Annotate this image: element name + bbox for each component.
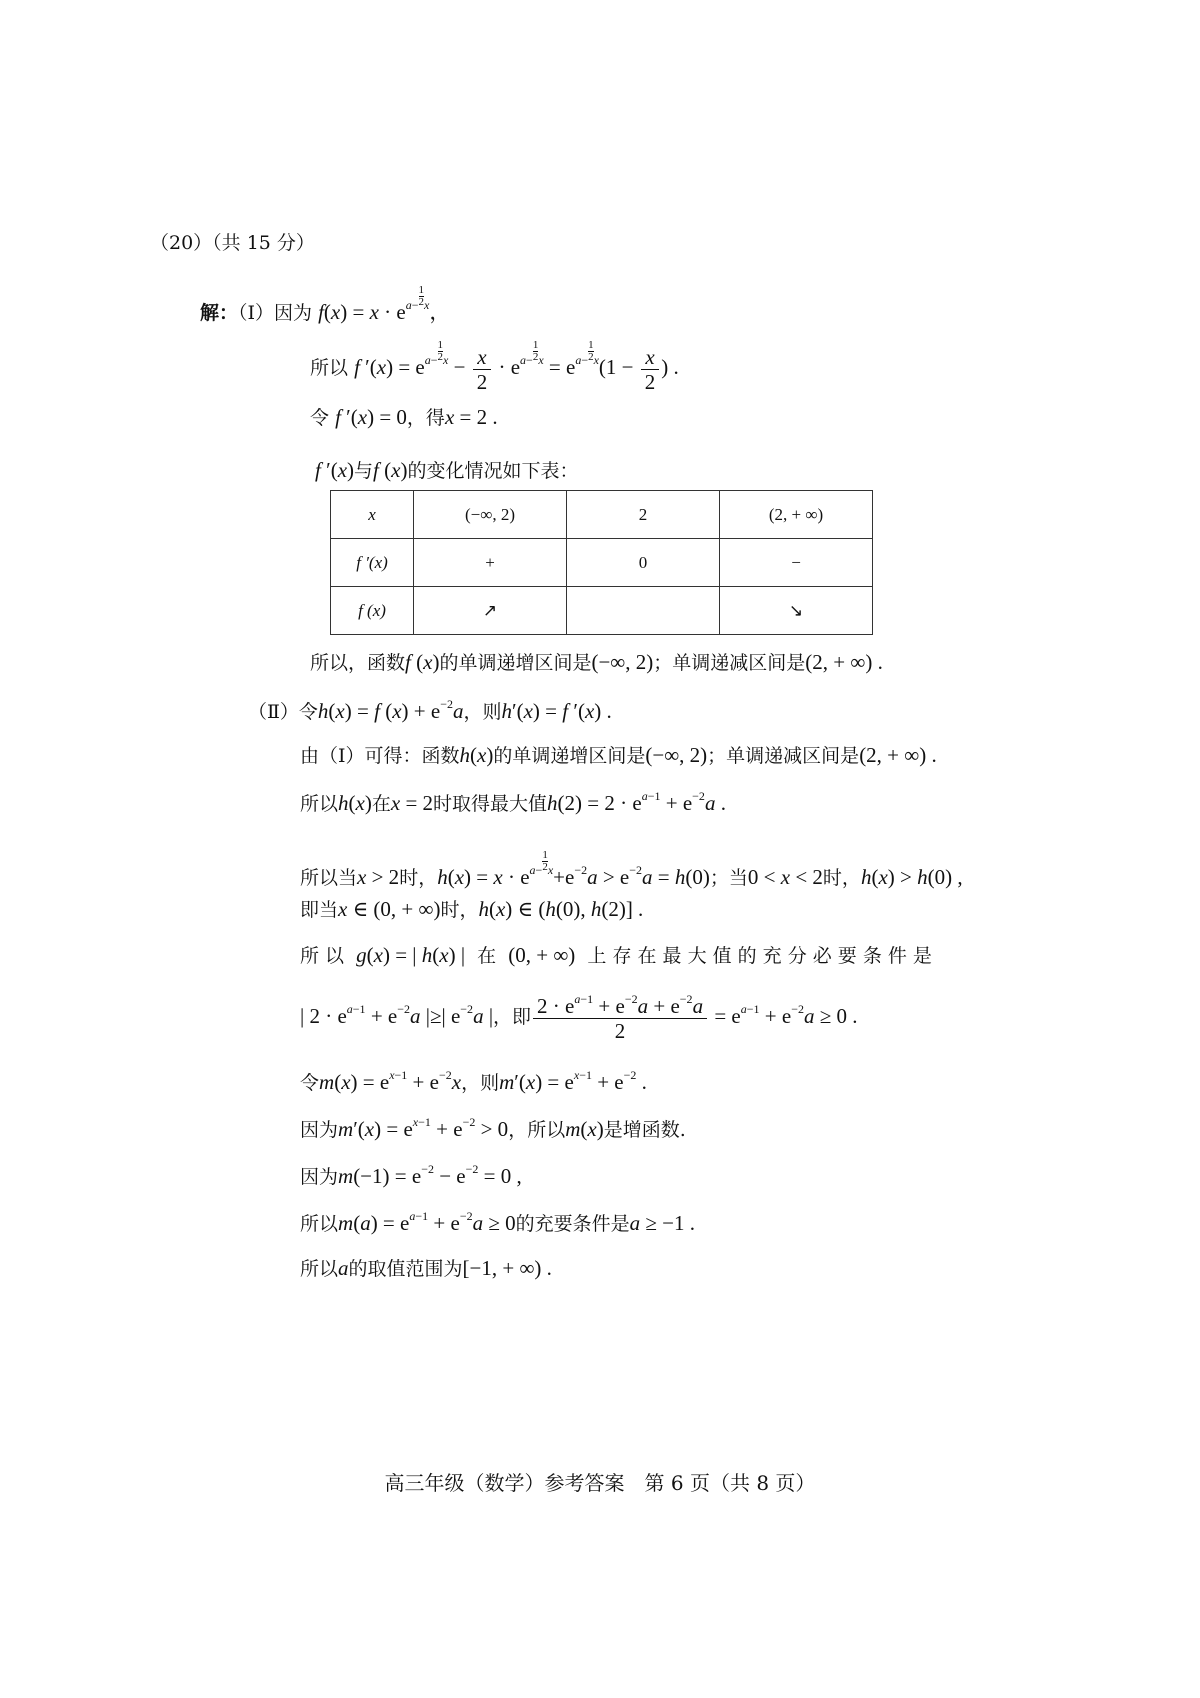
ie-a: 即当 (300, 899, 339, 921)
inc-label: 的单调递增区间是 (493, 745, 646, 767)
formula-0x2: 0 < x < 2 (747, 865, 823, 889)
range-a: 所以 (300, 1258, 339, 1280)
nec: 的充要条件是 (515, 1213, 630, 1235)
table-intro-tail: 的变化情况如下表： (407, 460, 579, 482)
formula-h2: $h(2) = 2 \cdot e^{a-1} + e^{-2}a$ . (547, 789, 726, 815)
when-d: 时， (822, 867, 861, 889)
derivative-prefix: 所以 (310, 357, 349, 379)
part2-line7 (300, 993, 858, 1043)
part2-line8 (300, 1068, 647, 1095)
cond-a: 所 以 (300, 945, 345, 967)
part2-line2 (300, 743, 937, 768)
part2-line1 (248, 697, 612, 724)
formula-hx2: h(x) (338, 791, 372, 815)
table-row-label: f (x) (331, 587, 414, 635)
part1-label: （Ⅰ）因为 (238, 302, 313, 324)
question-header: （20）（共 15 分） (150, 232, 315, 254)
when-a: 所以当 (300, 867, 358, 889)
formula-hx: h(x) (459, 743, 494, 767)
formula-x2: x = 2 . (444, 405, 498, 429)
formula-mpos: $m'(x) = e^{x-1} + e^{-2} > 0$ (338, 1115, 509, 1141)
max-c: 时取得最大值 (433, 793, 548, 815)
part1-line1 (200, 285, 450, 325)
interval-inc-h: (−∞, 2) (645, 743, 708, 767)
part2-line6 (300, 943, 932, 968)
conclusion-b: 的单调递增区间是 (439, 652, 592, 674)
interval-dec: (2, + ∞) . (805, 650, 883, 674)
formula-xgt2: x > 2 (357, 865, 400, 889)
formula-hin: h(x) ∈ (h(0), h(2)] . (478, 897, 644, 921)
part2-line9 (300, 1115, 686, 1142)
table-header-cell: (2, + ∞) (720, 491, 873, 539)
formula-frac: $\frac{2 \cdot e^{a-1} + e^{-2}a + e^{-2}a}{2}$ = $e^{a-1} + e^{-2}a \ge 0$ . (531, 1004, 857, 1028)
formula-ma: $m(a) = e^{a-1} + e^{-2}a \ge 0$ (338, 1209, 516, 1235)
formula-range: [−1, + ∞) . (462, 1256, 552, 1280)
part2-line5 (300, 897, 643, 922)
table-header-cell: 2 (567, 491, 720, 539)
so2: 所以 (300, 1213, 339, 1235)
part1-line3 (310, 405, 498, 430)
so: ，所以 (508, 1119, 566, 1141)
table-row (331, 539, 873, 587)
table-header-cell: (−∞, 2) (414, 491, 567, 539)
part2-line12 (300, 1256, 552, 1281)
table-row-label: f ′(x) (331, 539, 414, 587)
when-b: 时， (399, 867, 438, 889)
table-row (331, 491, 873, 539)
table-cell (567, 587, 720, 635)
formula-age: a ≥ −1 . (629, 1211, 696, 1235)
when-c: ；当 (709, 867, 748, 889)
max-b: 在 (371, 793, 391, 815)
formula-mx: m(x) (565, 1117, 604, 1141)
part1-line4 (315, 458, 578, 483)
conclusion-c: ；单调递减区间是 (653, 652, 806, 674)
table-cell: − (720, 539, 873, 587)
formula-hprime: h′(x) = f ′(x) . (501, 699, 612, 723)
part2-line10 (300, 1162, 522, 1189)
formula-hh0: h(x) > h(0) , (860, 865, 963, 889)
get-label: ，得 (406, 407, 445, 429)
formula-abs: | $2 \cdot e^{a-1} + e^{-2}a$ |≥| $e^{-2}a$ | (300, 1001, 494, 1028)
formula-hgt: $h(x) = x \cdot e^{a- \frac{1}{2}x}+e^{-2}a > e^{-2}a = h(0)$ (437, 849, 710, 889)
ie-b: 时， (440, 899, 479, 921)
conclusion-a: 所以，函数 (310, 652, 406, 674)
part2-label: （Ⅱ）令 (248, 701, 318, 723)
solve-label: 解： (200, 302, 239, 324)
formula-fprime: f $'(x) = e^{a- \frac{1}{2}x}$ − $\frac{x}{2}$ · $e^{a- \frac{1}{2}x} = e^{a- \frac{1}{2}x}(1$ − $\frac{x}{2}$ ) . (354, 339, 679, 394)
cond-b: 在 (477, 945, 497, 967)
then-m: ，则 (461, 1072, 500, 1094)
formula-f-c: f (x) (405, 650, 440, 674)
max-a: 所以 (300, 793, 339, 815)
ie2: ，即 (493, 1005, 532, 1028)
dec-label: ；单调递减区间是 (707, 745, 860, 767)
part2-line11 (300, 1209, 695, 1236)
inc-func: 是增函数. (603, 1119, 686, 1141)
let-label: 令 (310, 407, 330, 429)
formula-interval: (0, + ∞) (508, 943, 576, 967)
table-cell: 0 (567, 539, 720, 587)
variation-table (330, 490, 873, 635)
range-b: 的取值范围为 (348, 1258, 463, 1280)
then-label: ，则 (463, 701, 502, 723)
table-cell: ↗ (414, 587, 567, 635)
table-cell: ↘ (720, 587, 873, 635)
table-header-cell: x (331, 491, 414, 539)
formula-fp: f ′(x) (315, 458, 355, 482)
formula-x-eq2: x = 2 (390, 791, 434, 815)
part2-line3 (300, 789, 726, 816)
page-footer: 高三年级（数学）参考答案 第 6 页（共 8 页） (384, 1471, 816, 1495)
formula-m-1: $m(-1) = e^{-2} - e^{-2} = 0$ , (338, 1162, 522, 1188)
from-label: 由（Ⅰ）可得：函数 (300, 745, 460, 767)
interval-inc: (−∞, 2) (591, 650, 654, 674)
part1-conclusion (310, 650, 883, 675)
formula-fx: f (x) (373, 458, 408, 482)
formula-f: $f(x) = x \cdot e^{a- \frac{1}{2}x}$， (318, 284, 451, 324)
formula-m: $m(x) = e^{x-1} + e^{-2}x$ (319, 1068, 462, 1094)
formula-xin: x ∈ (0, + ∞) (338, 897, 441, 921)
part2-line4 (300, 850, 963, 890)
formula-g: g(x) = | h(x) | (356, 943, 466, 967)
formula-h: h(x) = f $(x) + e^{-2}a$ (317, 697, 464, 723)
formula-a: a (338, 1256, 349, 1280)
part1-line2 (310, 340, 679, 394)
formula-zero: f ′(x) = 0 (335, 405, 407, 429)
because: 因为 (300, 1119, 339, 1141)
cond-c: 上 存 在 最 大 值 的 充 分 必 要 条 件 是 (587, 945, 932, 967)
because2: 因为 (300, 1166, 339, 1188)
table-cell: + (414, 539, 567, 587)
let-m: 令 (300, 1072, 320, 1094)
formula-mprime: $m'(x) = e^{x-1} + e^{-2}$ . (499, 1068, 647, 1094)
table-intro-mid: 与 (354, 460, 374, 482)
table-row (331, 587, 873, 635)
interval-dec-h: (2, + ∞) . (859, 743, 937, 767)
